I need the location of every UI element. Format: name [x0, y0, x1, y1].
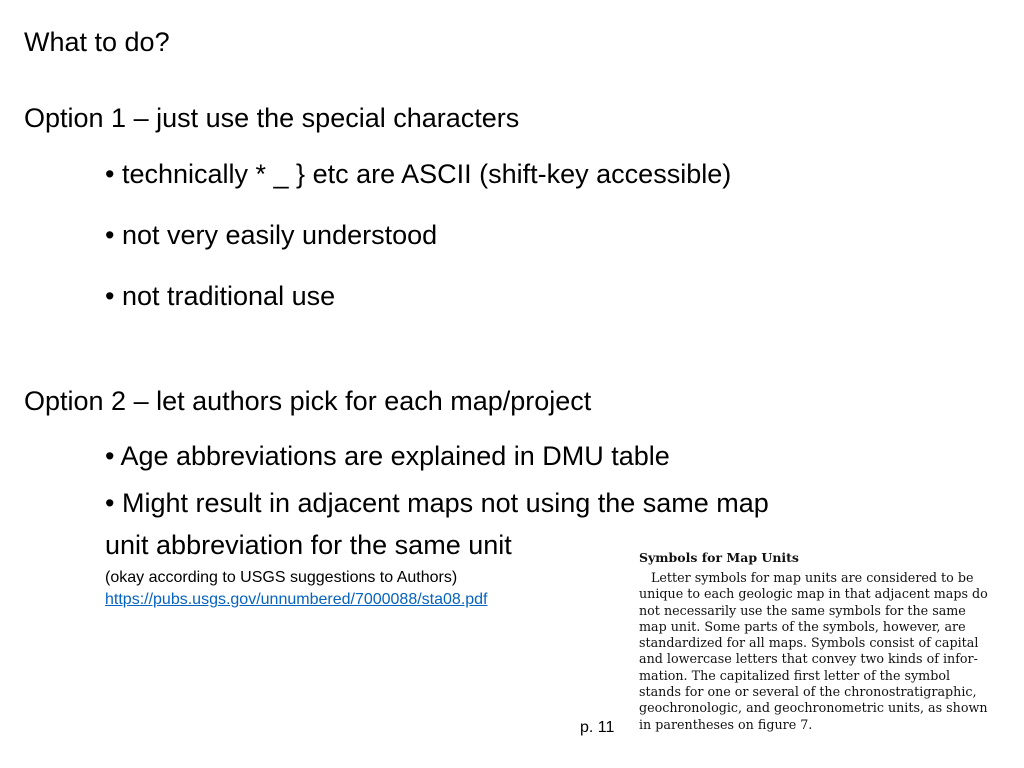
excerpt-line: mation. The capitalized first letter of the symbol [639, 667, 951, 683]
bullet-marker: • [105, 441, 115, 471]
bullet-text: Might result in adjacent maps not using the same map [121, 488, 769, 518]
bullet-marker: • [105, 488, 115, 518]
bullet-text: not traditional use [121, 281, 336, 311]
bullet-text: not very easily understood [121, 220, 438, 250]
option2-title: Option 2 – let authors pick for each map/project [24, 386, 592, 416]
option1-title: Option 1 – just use the special characters [24, 103, 520, 133]
bullet-marker: • [105, 281, 115, 311]
option2-bullet-2-continuation: unit abbreviation for the same unit [105, 530, 512, 560]
bullet-text: Age abbreviations are explained in DMU table [120, 441, 670, 471]
excerpt-title: Symbols for Map Units [639, 550, 799, 565]
excerpt-line: map unit. Some parts of the symbols, however, are [639, 618, 966, 634]
excerpt-line: geochronologic, and geochronometric units, as shown [639, 700, 988, 716]
excerpt-line: stands for one or several of the chronostratigraphic, [639, 684, 977, 700]
bullet-text: technically * _ } etc are ASCII (shift-key accessible) [121, 159, 732, 189]
option1-bullet-1 [105, 158, 731, 190]
page-reference: p. 11 [580, 719, 615, 736]
option2-bullet-2 [105, 487, 769, 519]
excerpt-line: Letter symbols for map units are considered to be [651, 570, 974, 585]
option1-bullet-2 [105, 219, 437, 251]
usgs-note: (okay according to USGS suggestions to Authors) [105, 569, 458, 586]
slide-heading: What to do? [24, 27, 170, 57]
option2-bullet-1 [105, 440, 670, 472]
usgs-link[interactable]: https://pubs.usgs.gov/unnumbered/7000088/sta08.pdf [105, 591, 488, 608]
excerpt-line: unique to each geologic map in that adjacent maps do [639, 586, 988, 602]
usgs-excerpt-image [628, 542, 998, 746]
bullet-marker: • [105, 159, 115, 189]
excerpt-body [639, 570, 991, 733]
excerpt-line: in parentheses on figure 7. [639, 716, 813, 732]
option1-bullet-3 [105, 280, 335, 312]
bullet-marker: • [105, 220, 115, 250]
excerpt-line: not necessarily use the same symbols for the same [639, 602, 966, 618]
excerpt-line: standardized for all maps. Symbols consist of capital [639, 635, 979, 651]
excerpt-line: and lowercase letters that convey two kinds of infor- [639, 651, 978, 667]
